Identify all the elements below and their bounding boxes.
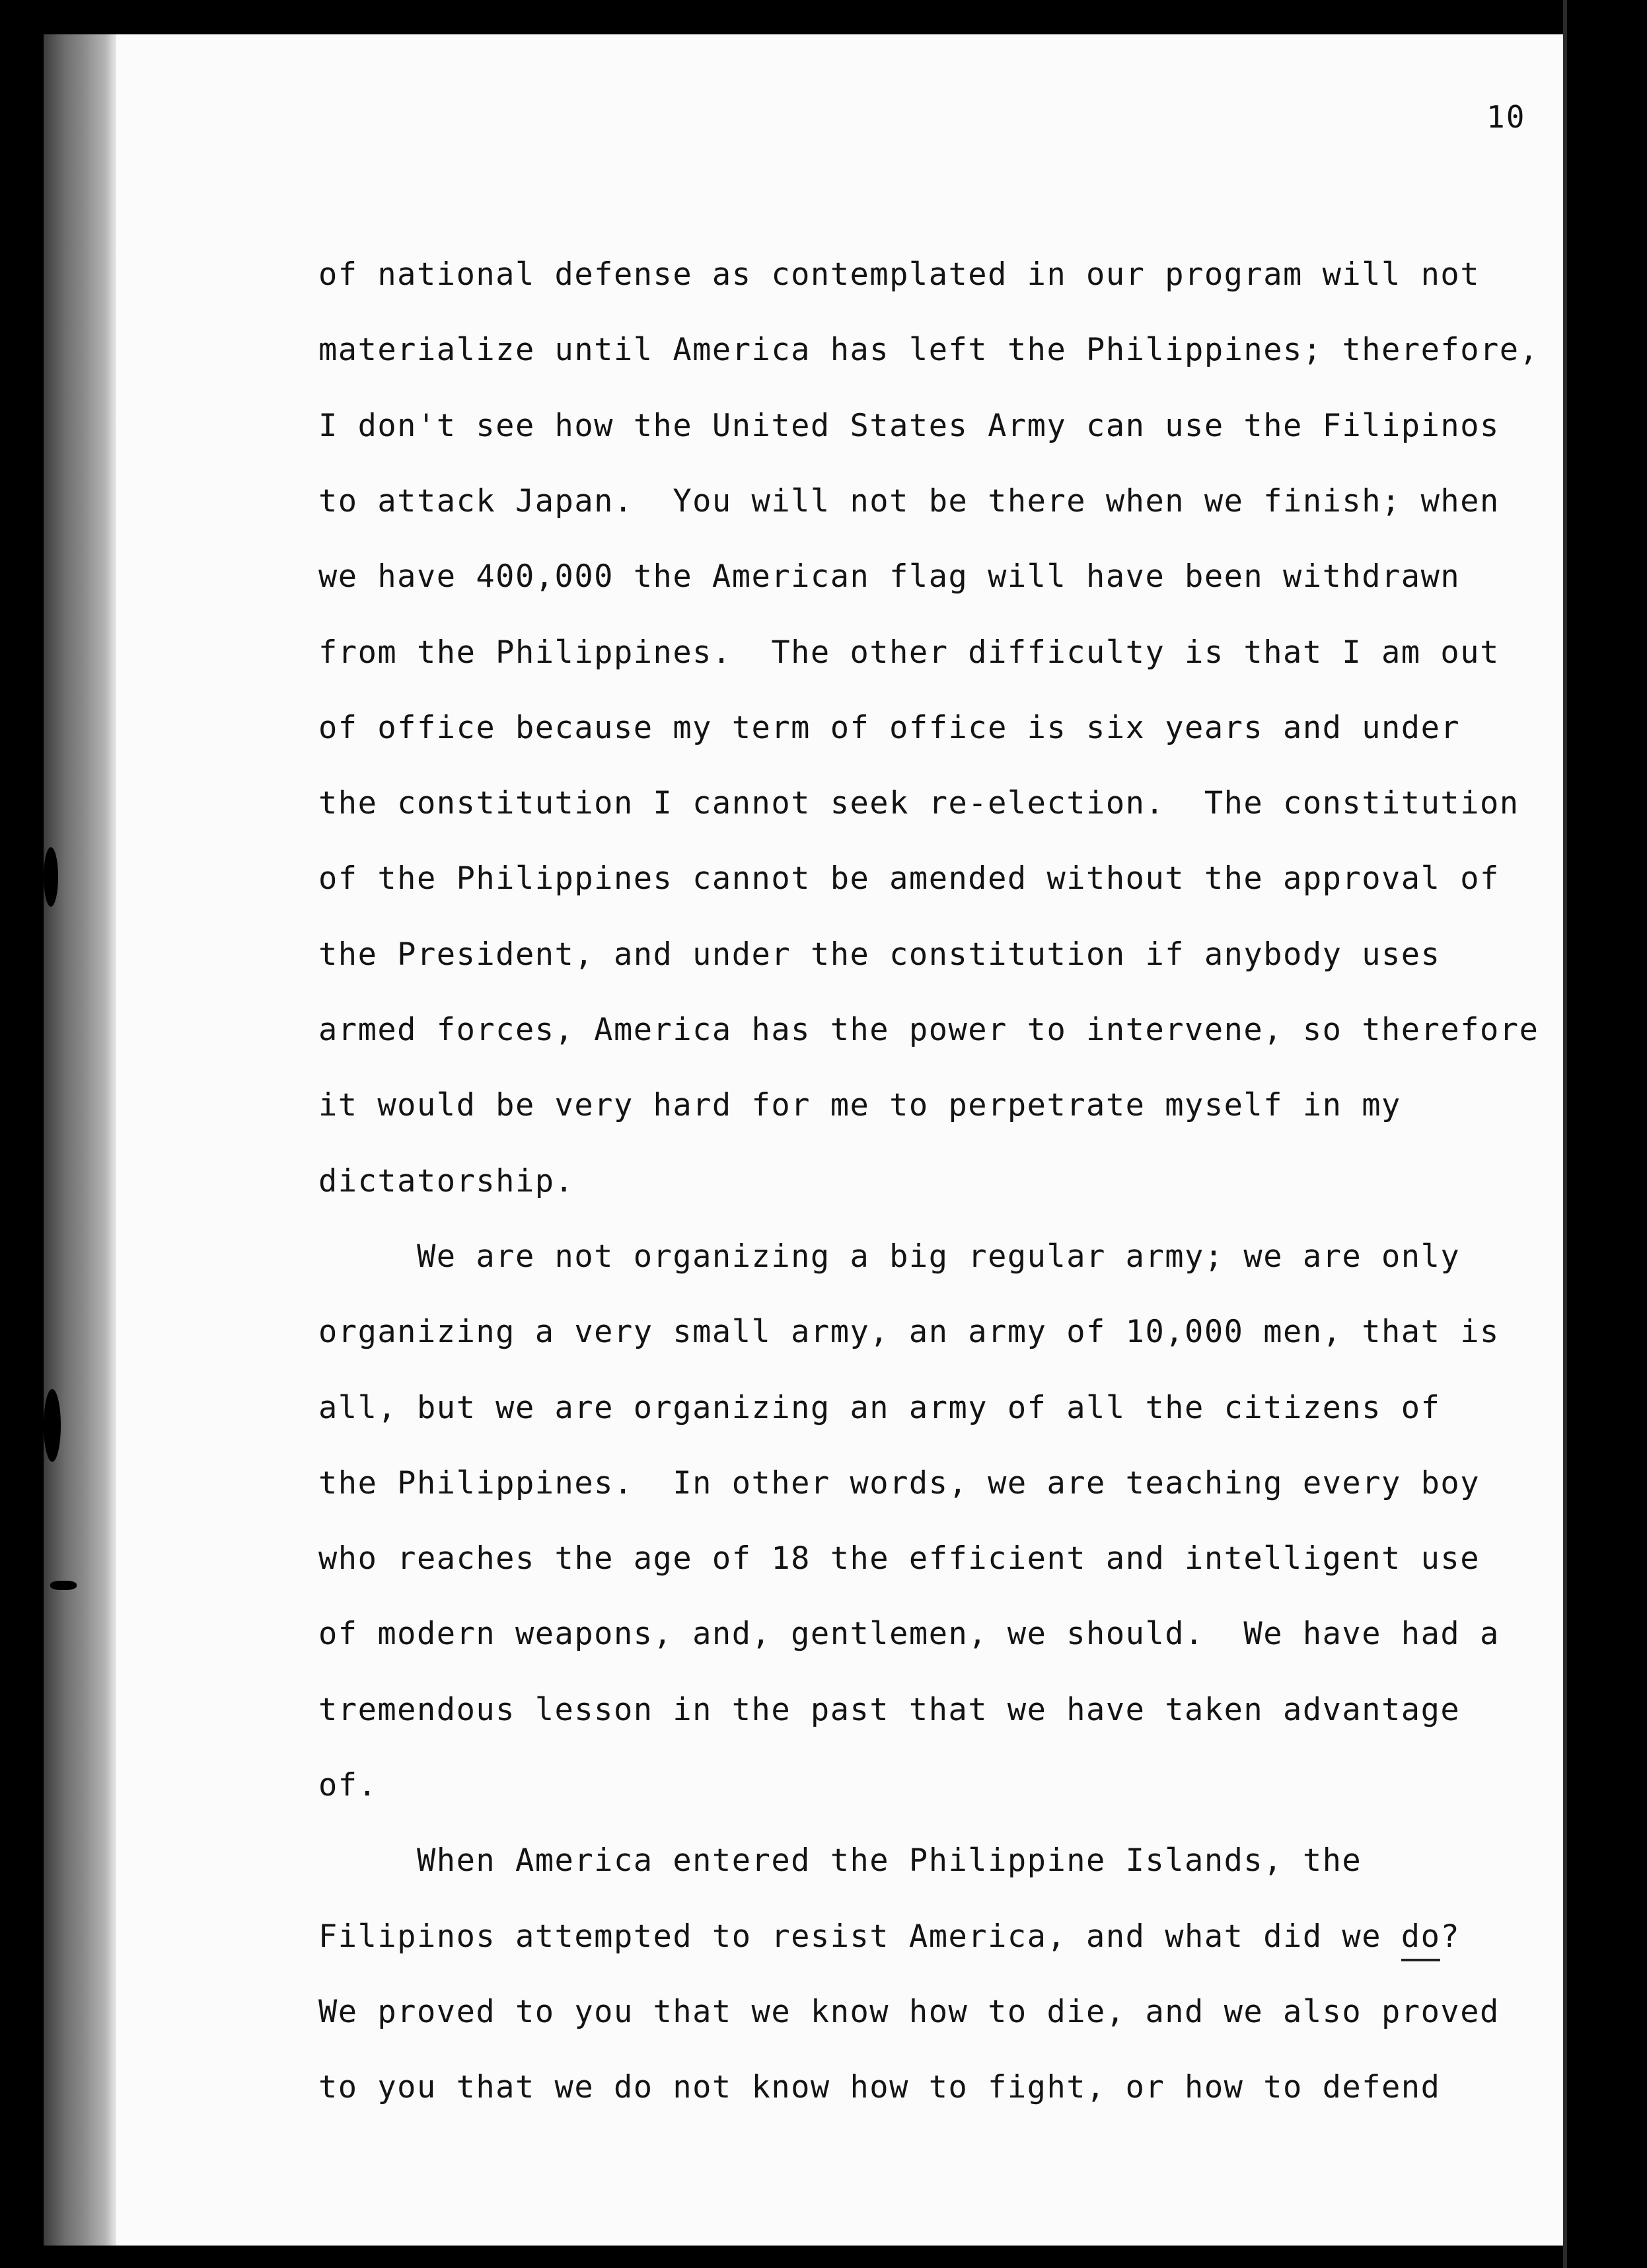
- text-line: the constitution I cannot seek re-election. The constitution: [318, 785, 1519, 822]
- text-line: the President, and under the constitution if anybody uses: [318, 936, 1441, 973]
- text-line: armed forces, America has the power to intervene, so therefore: [318, 1012, 1539, 1048]
- scan-frame-top: [0, 0, 1647, 34]
- scan-frame-right: [1563, 0, 1647, 2268]
- text-line: materialize until America has left the Philippines; therefore,: [318, 332, 1539, 369]
- text-line: of modern weapons, and, gentlemen, we should. We have had a: [318, 1616, 1500, 1653]
- text-line: Filipinos attempted to resist America, and what did we do?: [318, 1918, 1461, 1955]
- text-line: from the Philippines. The other difficulty is that I am out: [318, 634, 1500, 671]
- text-line: of the Philippines cannot be amended without the approval of: [318, 860, 1500, 897]
- text-line: the Philippines. In other words, we are teaching every boy: [318, 1464, 1480, 1501]
- text-line: we have 400,000 the American flag will have been withdrawn: [318, 558, 1461, 595]
- text-line: it would be very hard for me to perpetrate myself in my: [318, 1087, 1401, 1124]
- text-line: to you that we do not know how to fight, or how to defend: [318, 2069, 1441, 2106]
- text-line: of national defense as contemplated in our program will not: [318, 256, 1480, 293]
- text-line: When America entered the Philippine Islands, the: [318, 1842, 1362, 1879]
- text-line: I don't see how the United States Army can use the Filipinos: [318, 407, 1500, 444]
- text-line: dictatorship.: [318, 1162, 575, 1199]
- page-number: 10: [1486, 99, 1526, 135]
- binding-mark: [50, 1581, 77, 1590]
- binding-mark: [44, 847, 58, 907]
- text-line: organizing a very small army, an army of 10,000 men, that is: [318, 1314, 1500, 1351]
- underline-mark: [1401, 1959, 1441, 1961]
- binding-mark: [44, 1389, 61, 1462]
- text-line: all, but we are organizing an army of all the citizens of: [318, 1389, 1441, 1426]
- text-line: We are not organizing a big regular army; we are only: [318, 1238, 1461, 1275]
- text-line: of.: [318, 1767, 378, 1803]
- text-line: We proved to you that we know how to die, and we also proved: [318, 1993, 1500, 2030]
- text-line: of office because my term of office is six years and under: [318, 709, 1461, 746]
- binding-shadow: [44, 34, 116, 2246]
- text-line: who reaches the age of 18 the efficient and intelligent use: [318, 1540, 1480, 1577]
- scan-frame-edge: [1563, 0, 1567, 2268]
- text-line: tremendous lesson in the past that we have taken advantage: [318, 1691, 1461, 1728]
- text-line: to attack Japan. You will not be there when we finish; when: [318, 482, 1500, 519]
